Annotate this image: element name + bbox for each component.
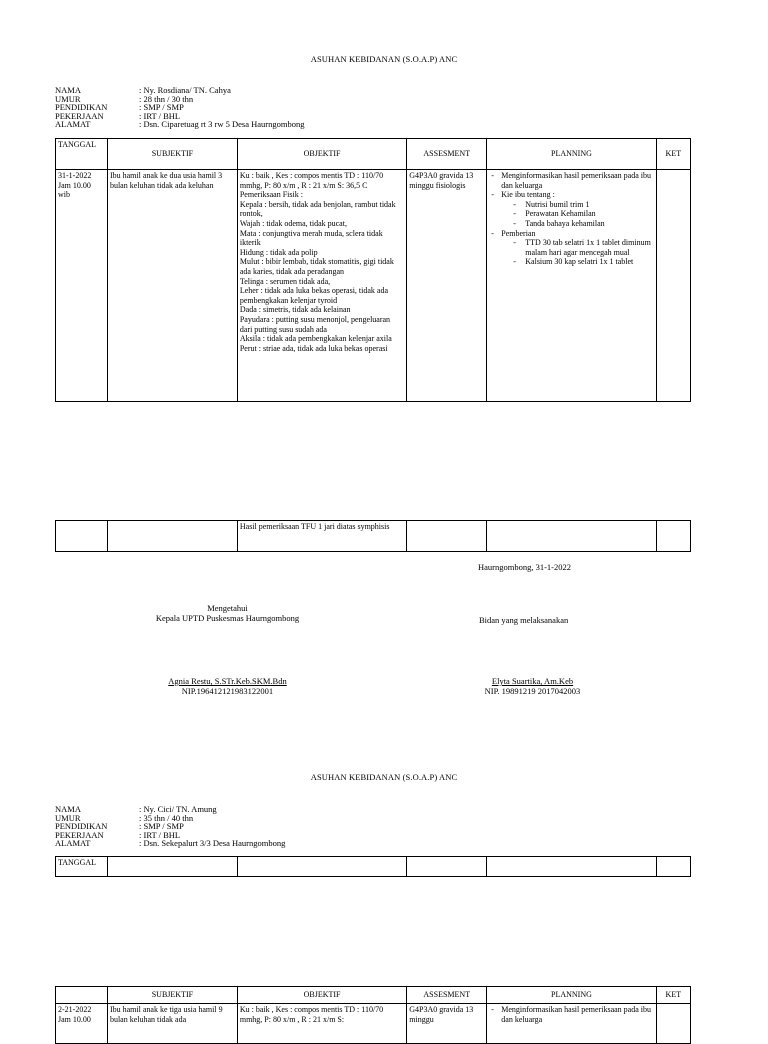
planning-item: - Menginformasikan hasil pemeriksaan pada ibu dan keluarga <box>489 171 653 190</box>
planning-subitem: - Tanda bahaya kehamilan <box>511 219 653 229</box>
label-pendidikan: PENDIDIKAN <box>55 102 108 112</box>
header-planning: PLANNING <box>487 987 656 1004</box>
header-ket: KET <box>656 139 690 170</box>
planning-item: - Pemberian - TTD 30 tab selatri 1x 1 tablet diminum malam hari agar mencegah mual - Kalsium 30 kap selatri 1x 1 tablet <box>489 229 653 267</box>
tanggal-time: Jam 10.00 <box>58 1014 91 1024</box>
objektif-line: Mata : conjungtiva merah muda, sclera tidak ikterik <box>239 228 383 248</box>
tanggal-zone: wib <box>58 190 70 200</box>
planning-subitem: - Perawatan Kehamilan <box>511 209 653 219</box>
planning-sublist <box>501 238 653 267</box>
planning-subitem: - TTD 30 tab selatri 1x 1 tablet diminum malam hari agar mencegah mual <box>511 238 653 257</box>
cell-planning <box>487 170 656 402</box>
document-title: ASUHAN KEBIDANAN (S.O.A.P) ANC <box>310 54 458 64</box>
label-pekerjaan: PEKERJAAN <box>55 829 104 840</box>
header-subjektif: SUBJEKTIF <box>107 987 237 1004</box>
document-title-2: ASUHAN KEBIDANAN (S.O.A.P) ANC <box>310 772 458 782</box>
value-nama: : Ny. Cici/ TN. Amung <box>139 804 217 814</box>
objektif-line: Leher : tidak ada luka bekas operasi, tidak ada pembengkakan kelenjar tyroid <box>239 286 389 305</box>
tanggal-date: 2-21-2022 <box>58 1005 92 1014</box>
value-umur: : 28 thn / 30 thn <box>139 93 194 104</box>
label-pekerjaan: PEKERJAAN <box>55 110 104 121</box>
objektif-line: Aksila : tidak ada pembengkakan kelenjar axila <box>239 334 392 344</box>
continuation-objektif: Hasil pemeriksaan TFU 1 jari diatas symphisis <box>237 521 406 552</box>
label-nama: NAMA <box>55 85 81 95</box>
cell-subjektif: Ibu hamil anak ke dua usia hamil 3 bulan keluhan tidak ada keluhan <box>107 170 237 402</box>
patient-identity-2 <box>55 805 455 848</box>
objektif-line: Mulut : bibir lembab, tidak stomatitis, gigi tidak ada karies, tidak ada peradangan <box>239 257 394 276</box>
header-assesment: ASSESMENT <box>407 987 487 1004</box>
label-alamat: ALAMAT <box>55 838 91 848</box>
value-umur: : 35 thn / 40 thn <box>139 812 194 823</box>
header-tanggal: TANGGAL <box>56 139 108 170</box>
tanggal-date: 31-1-2022 <box>58 171 92 180</box>
soap-table <box>55 138 691 402</box>
planning-item: - Menginformasikan hasil pemeriksaan pada ibu dan keluarga <box>489 1005 653 1024</box>
header-planning: PLANNING <box>487 139 656 170</box>
cell-subjektif: Ibu hamil anak ke tiga usia hamil 9 bulan keluhan tidak ada <box>107 1004 237 1044</box>
soap-table-2 <box>55 986 691 1044</box>
objektif-line: Hidung : tidak ada polip <box>239 247 318 257</box>
signature-right-nip: NIP. 19891219 2017042003 <box>484 685 581 696</box>
signature-left-line2: Kepala UPTD Puskesmas Haurngombong <box>155 612 300 623</box>
header-assesment: ASSESMENT <box>407 139 487 170</box>
objektif-line: Perut : striae ada, tidak ada luka bekas operasi <box>239 343 388 353</box>
value-pekerjaan: : IRT / BHL <box>139 110 181 121</box>
value-nama: : Ny. Rosdiana/ TN. Cahya <box>139 85 231 95</box>
label-nama: NAMA <box>55 804 81 814</box>
objektif-line: Pemeriksaan Fisik : <box>239 190 303 200</box>
value-pekerjaan: : IRT / BHL <box>139 829 181 840</box>
signature-left-name-block <box>130 677 325 696</box>
cell-tanggal <box>56 170 108 402</box>
signature-left-line1: Mengetahui <box>207 603 248 613</box>
cell-objektif: Ku : baik , Kes : compos mentis TD : 110/70 mmhg, P: 80 x/m , R : 21 x/m S: <box>237 1004 406 1044</box>
objektif-line: Wajah : tidak odema, tidak pucat, <box>239 218 347 228</box>
patient-identity <box>55 86 455 129</box>
signature-right-line1: Bidan yang melaksanakan <box>479 615 569 625</box>
signature-left <box>130 604 325 623</box>
signature-left-nip: NIP.196412121983122001 <box>181 685 274 696</box>
planning-sublist <box>501 200 653 229</box>
place-date: Haurngombong, 31-1-2022 <box>478 562 572 572</box>
value-alamat: : Dsn. Ciparetuag rt 3 rw 5 Desa Haurngombong <box>139 119 305 129</box>
soap-table-2-header-stub <box>55 856 691 877</box>
cell-objektif <box>237 170 406 402</box>
label-umur: UMUR <box>55 812 81 823</box>
header-tanggal: TANGGAL <box>56 857 108 877</box>
header-subjektif: SUBJEKTIF <box>107 139 237 170</box>
objektif-line: Payudara : putting susu menonjol, pengeluaran dari putting susu sudah ada <box>239 314 391 334</box>
objektif-line: Ku : baik , Kes : compos mentis TD : 110/70 mmhg, P: 80 x/m , R : 21 x/m S: 36,5 C <box>239 171 384 190</box>
header-ket: KET <box>656 987 690 1004</box>
signature-right-name-block <box>460 677 605 696</box>
planning-list <box>489 1005 653 1024</box>
objektif-line: Dada : simetris, tidak ada kelainan <box>239 305 351 315</box>
planning-subitem: - Kalsium 30 kap selatri 1x 1 tablet <box>511 257 653 267</box>
value-pendidikan: : SMP / SMP <box>139 821 184 831</box>
header-objektif: OBJEKTIF <box>237 987 406 1004</box>
planning-item: - Kie ibu tentang : - Nutrisi bumil trim 1 - Perawatan Kehamilan - Tanda bahaya kehamilan <box>489 190 653 228</box>
signature-right-name: Elyta Suartika, Am.Keb <box>491 676 574 686</box>
tanggal-time: Jam 10.00 <box>58 180 91 190</box>
value-pendidikan: : SMP / SMP <box>139 102 184 112</box>
signature-left-name: Agnia Restu, S.STr.Keb.SKM.Bdn <box>168 676 287 686</box>
label-umur: UMUR <box>55 93 81 104</box>
objektif-line: Telinga : serumen tidak ada, <box>239 276 331 286</box>
header-objektif: OBJEKTIF <box>237 139 406 170</box>
cell-assesment: G4P3A0 gravida 13 minggu fisiologis <box>407 170 487 402</box>
cell-ket <box>656 170 690 402</box>
cell-assesment: G4P3A0 gravida 13 minggu <box>407 1004 487 1044</box>
planning-list <box>489 171 653 267</box>
soap-table-continuation <box>55 520 691 552</box>
label-alamat: ALAMAT <box>55 119 91 129</box>
objektif-line: Kepala : bersih, tidak ada benjolan, rambut tidak rontok, <box>239 199 396 219</box>
label-pendidikan: PENDIDIKAN <box>55 821 108 831</box>
planning-subitem: - Nutrisi bumil trim 1 <box>511 200 653 210</box>
value-alamat: : Dsn. Sekepalurt 3/3 Desa Haurngombong <box>139 838 286 848</box>
